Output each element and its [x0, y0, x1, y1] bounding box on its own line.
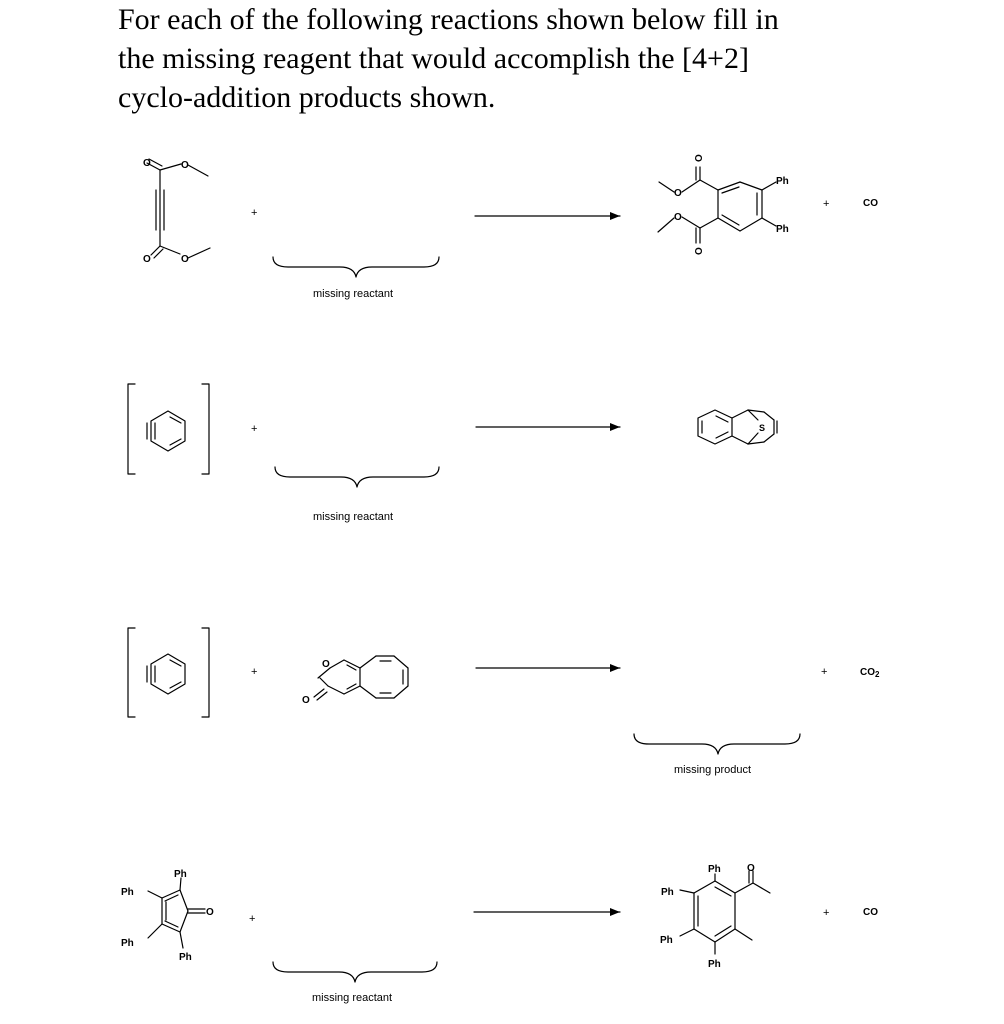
benzyne-bracket-2	[128, 384, 209, 474]
phenyl-label: Ph	[179, 952, 192, 963]
oxygen-label: O	[322, 659, 330, 670]
oxygen-label: O	[694, 247, 705, 255]
plus-sign: +	[823, 907, 830, 919]
oxygen-label: O	[181, 160, 189, 171]
question-line-3: cyclo-addition products shown.	[118, 81, 496, 114]
byproduct-co2-main: CO	[860, 667, 875, 678]
oxygen-label: O	[302, 695, 310, 706]
oxygen-label: O	[143, 158, 151, 169]
phenyl-label: Ph	[776, 176, 789, 187]
missing-reactant-label-2: missing reactant	[313, 511, 394, 523]
question-line-2: the missing reagent that would accomplish the [4+2]	[118, 42, 749, 75]
oxygen-label: O	[143, 254, 151, 265]
missing-product-label: missing product	[674, 764, 752, 776]
thia-bridged-naphthalene	[698, 410, 777, 444]
phenyl-label: Ph	[174, 869, 187, 880]
dimethyl-diphenylphthalate	[658, 167, 776, 243]
phenyl-label: Ph	[708, 864, 721, 875]
dimethyl-acetylenedicarboxylate	[147, 159, 210, 258]
plus-sign: +	[249, 913, 256, 925]
phenyl-label: Ph	[660, 935, 673, 946]
brace-reaction-4	[273, 962, 437, 982]
phenyl-label: Ph	[661, 887, 674, 898]
reaction-3	[128, 628, 800, 754]
tetraphenyl-acetophenone	[680, 871, 770, 954]
brace-reaction-3	[634, 734, 800, 754]
oxygen-label: O	[674, 212, 682, 223]
byproduct-co-4: CO	[863, 907, 878, 918]
tetraphenylcyclopentadienone	[148, 878, 205, 948]
byproduct-co-1: CO	[863, 198, 878, 209]
oxygen-label: O	[674, 188, 682, 199]
question-line-1: For each of the following reactions shown below fill in	[118, 3, 779, 36]
oxygen-label: O	[206, 907, 214, 918]
plus-sign: +	[821, 666, 828, 678]
phenyl-label: Ph	[776, 224, 789, 235]
phenyl-label: Ph	[121, 938, 134, 949]
plus-sign: +	[251, 666, 258, 678]
reaction-4	[148, 871, 770, 982]
brace-reaction-2	[275, 467, 439, 487]
missing-reactant-label-4: missing reactant	[312, 992, 393, 1004]
sulfur-label: S	[759, 423, 766, 433]
brace-reaction-1	[273, 257, 439, 277]
oxygen-label: O	[181, 254, 189, 265]
byproduct-co2-subscript: 2	[875, 670, 880, 679]
reaction-2	[128, 384, 777, 487]
plus-sign: +	[823, 198, 830, 210]
phenyl-label: Ph	[708, 959, 721, 970]
byproduct-co2	[860, 667, 880, 679]
oxygen-label: O	[694, 154, 705, 162]
missing-reactant-label-1: missing reactant	[313, 288, 394, 300]
oxygen-label: O	[747, 863, 755, 874]
plus-sign: +	[251, 207, 258, 219]
plus-sign: +	[251, 423, 258, 435]
benzyne-bracket-3	[128, 628, 209, 717]
phenyl-label: Ph	[121, 887, 134, 898]
